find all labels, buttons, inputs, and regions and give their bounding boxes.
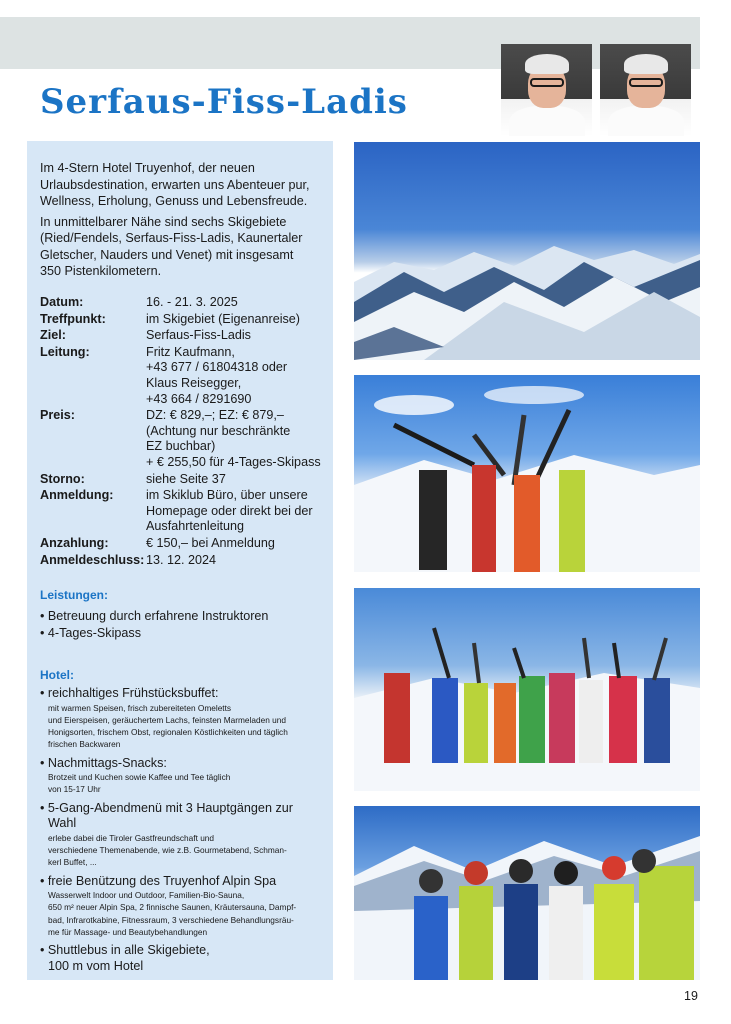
group-behind-illustration bbox=[354, 588, 700, 791]
portrait-photo-klaus-reisegger bbox=[600, 44, 691, 136]
photo-group-selfie bbox=[354, 806, 700, 980]
hotel-item-title: • reichhaltiges Frühstücksbuffet: bbox=[40, 686, 219, 700]
header-band bbox=[0, 17, 700, 69]
intro-line: Wellness, Erholung, Genuss und Lebensfreude. bbox=[40, 194, 308, 208]
detail-line: Klaus Reisegger, bbox=[146, 375, 242, 390]
intro-line: Im 4-Stern Hotel Truyenhof, der neuen bbox=[40, 161, 255, 175]
detail-value: Serfaus-Fiss-Ladis bbox=[146, 328, 251, 343]
intro-line: (Ried/Fendels, Serfaus-Fiss-Ladis, Kaunertaler bbox=[40, 231, 303, 245]
detail-value: im Skigebiet (Eigenanreise) bbox=[146, 311, 300, 326]
list-item: • 4-Tages-Skipass bbox=[40, 626, 142, 640]
title-line: 100 m vom Hotel bbox=[48, 958, 144, 973]
intro-line: 350 Pistenkilometern. bbox=[40, 264, 162, 278]
detail-row-anmeldeschluss bbox=[40, 553, 332, 569]
list-item: • Betreuung durch erfahrene Instruktoren bbox=[40, 609, 269, 623]
group-selfie-illustration bbox=[354, 806, 700, 980]
intro-paragraph-2 bbox=[40, 214, 330, 280]
hotel-item-description bbox=[40, 889, 330, 938]
hotel-item-description bbox=[40, 832, 330, 869]
detail-row-preis bbox=[40, 408, 332, 470]
title-line: • Shuttlebus in alle Skigebiete, bbox=[40, 943, 210, 958]
description-line: von 15-17 Uhr bbox=[48, 784, 101, 795]
hotel-section bbox=[40, 668, 330, 979]
detail-row-leitung bbox=[40, 345, 332, 407]
title-line: • 5-Gang-Abendmenü mit 3 Hauptgängen zur bbox=[40, 800, 293, 815]
description-line: kerl Buffet, ... bbox=[48, 857, 97, 868]
trip-details bbox=[40, 295, 332, 569]
page-number: 19 bbox=[684, 989, 698, 1003]
intro-line: In unmittelbarer Nähe sind sechs Skigebiete bbox=[40, 214, 287, 229]
photo-group-from-behind bbox=[354, 588, 700, 791]
description-line: und Eierspeisen, geräuchertem Lachs, feinsten Marmeladen und bbox=[48, 714, 286, 725]
shirt-shape bbox=[509, 106, 585, 136]
hotel-item-fruehstueck bbox=[40, 686, 330, 751]
detail-label: Anzahlung: bbox=[40, 535, 109, 550]
intro-paragraph-1 bbox=[40, 160, 330, 210]
detail-value: 13. 12. 2024 bbox=[146, 552, 217, 567]
detail-label: Treffpunkt: bbox=[40, 311, 106, 326]
detail-label: Ziel: bbox=[40, 328, 66, 343]
intro-text bbox=[40, 160, 330, 284]
description-line: Wasserwelt Indoor und Outdoor, Familien-Bio-Sauna, bbox=[48, 890, 245, 901]
detail-row-storno bbox=[40, 472, 332, 488]
hotel-item-spa bbox=[40, 874, 330, 939]
hair-shape bbox=[525, 54, 569, 74]
glasses-shape bbox=[629, 78, 663, 87]
detail-label: Anmeldung: bbox=[40, 488, 114, 503]
detail-label: Leitung: bbox=[40, 344, 90, 359]
photo-mountain-panorama bbox=[354, 142, 700, 360]
hotel-item-description bbox=[40, 702, 330, 751]
description-line: me für Massage- und Beautybehandlungen bbox=[48, 927, 208, 938]
detail-line: Homepage oder direkt bei der bbox=[146, 503, 313, 518]
mountain-panorama-illustration bbox=[354, 142, 700, 360]
detail-value bbox=[146, 408, 332, 470]
section-heading: Hotel: bbox=[40, 668, 74, 682]
description-line: frischen Backwaren bbox=[48, 739, 121, 750]
detail-row-treffpunkt bbox=[40, 312, 332, 328]
detail-line: EZ buchbar) bbox=[146, 439, 216, 454]
group-skis-illustration bbox=[354, 375, 700, 572]
detail-line: DZ: € 829,–; EZ: € 879,– bbox=[146, 408, 284, 423]
detail-line: im Skiklub Büro, über unsere bbox=[146, 488, 308, 503]
detail-value bbox=[146, 488, 332, 535]
intro-line: Gletscher, Nauders und Venet) mit insgesamt bbox=[40, 247, 294, 262]
detail-line: Fritz Kaufmann, bbox=[146, 344, 235, 359]
detail-value: 16. - 21. 3. 2025 bbox=[146, 295, 238, 309]
detail-label: Storno: bbox=[40, 471, 85, 486]
detail-line: Ausfahrtenleitung bbox=[146, 519, 245, 534]
detail-label: Anmeldeschluss: bbox=[40, 552, 145, 567]
description-line: mit warmen Speisen, frisch zubereiteten Omeletts bbox=[48, 702, 232, 713]
description-line: Honigsorten, frischem Obst, regionalen Köstlichkeiten und täglich bbox=[48, 727, 288, 738]
leistungen-section bbox=[40, 587, 332, 642]
description-line: bad, Infrarotkabine, Fitnessraum, 3 verschiedene Behandlungsräu- bbox=[48, 914, 294, 925]
hotel-item-title bbox=[40, 801, 330, 832]
detail-row-anmeldung bbox=[40, 488, 332, 535]
glasses-shape bbox=[530, 78, 564, 87]
detail-line: +43 664 / 8291690 bbox=[146, 391, 252, 406]
portrait-photo-fritz-kaufmann bbox=[501, 44, 592, 136]
hotel-item-description bbox=[40, 771, 330, 796]
description-line: 650 m² neuer Alpin Spa, 2 finnische Saunen, Kräutersauna, Dampf- bbox=[48, 902, 297, 913]
photo-group-skis-raised bbox=[354, 375, 700, 572]
detail-value: € 150,– bei Anmeldung bbox=[146, 535, 275, 550]
section-heading: Leistungen: bbox=[40, 588, 108, 602]
detail-value: siehe Seite 37 bbox=[146, 471, 226, 486]
hotel-item-abendmenue bbox=[40, 801, 330, 869]
detail-row-datum bbox=[40, 295, 332, 311]
shirt-shape bbox=[608, 106, 684, 136]
detail-row-anzahlung bbox=[40, 536, 332, 552]
detail-line: (Achtung nur beschränkte bbox=[146, 423, 291, 438]
hair-shape bbox=[624, 54, 668, 74]
hotel-item-snacks bbox=[40, 756, 330, 796]
page-title: Serfaus-Fiss-Ladis bbox=[40, 82, 408, 122]
detail-label: Preis: bbox=[40, 408, 76, 423]
hotel-item-title: • freie Benützung des Truyenhof Alpin Spa bbox=[40, 873, 277, 888]
description-line: Brotzeit und Kuchen sowie Kaffee und Tee täglich bbox=[48, 772, 231, 783]
hotel-item-title bbox=[40, 943, 330, 974]
hotel-item-title: • Nachmittags-Snacks: bbox=[40, 755, 167, 770]
detail-value bbox=[146, 345, 332, 407]
intro-line: Urlaubsdestination, erwarten uns Abenteuer pur, bbox=[40, 177, 310, 192]
title-line: Wahl bbox=[48, 816, 77, 831]
hotel-item-shuttle bbox=[40, 943, 330, 974]
detail-row-ziel bbox=[40, 328, 332, 344]
detail-line: + € 255,50 für 4-Tages-Skipass bbox=[146, 454, 321, 469]
description-line: verschiedene Themenabende, wie z.B. Gourmetabend, Schman- bbox=[48, 845, 287, 856]
detail-label: Datum: bbox=[40, 295, 84, 309]
description-line: erlebe dabei die Tiroler Gastfreundschaft und bbox=[48, 832, 215, 843]
detail-line: +43 677 / 61804318 oder bbox=[146, 360, 288, 375]
